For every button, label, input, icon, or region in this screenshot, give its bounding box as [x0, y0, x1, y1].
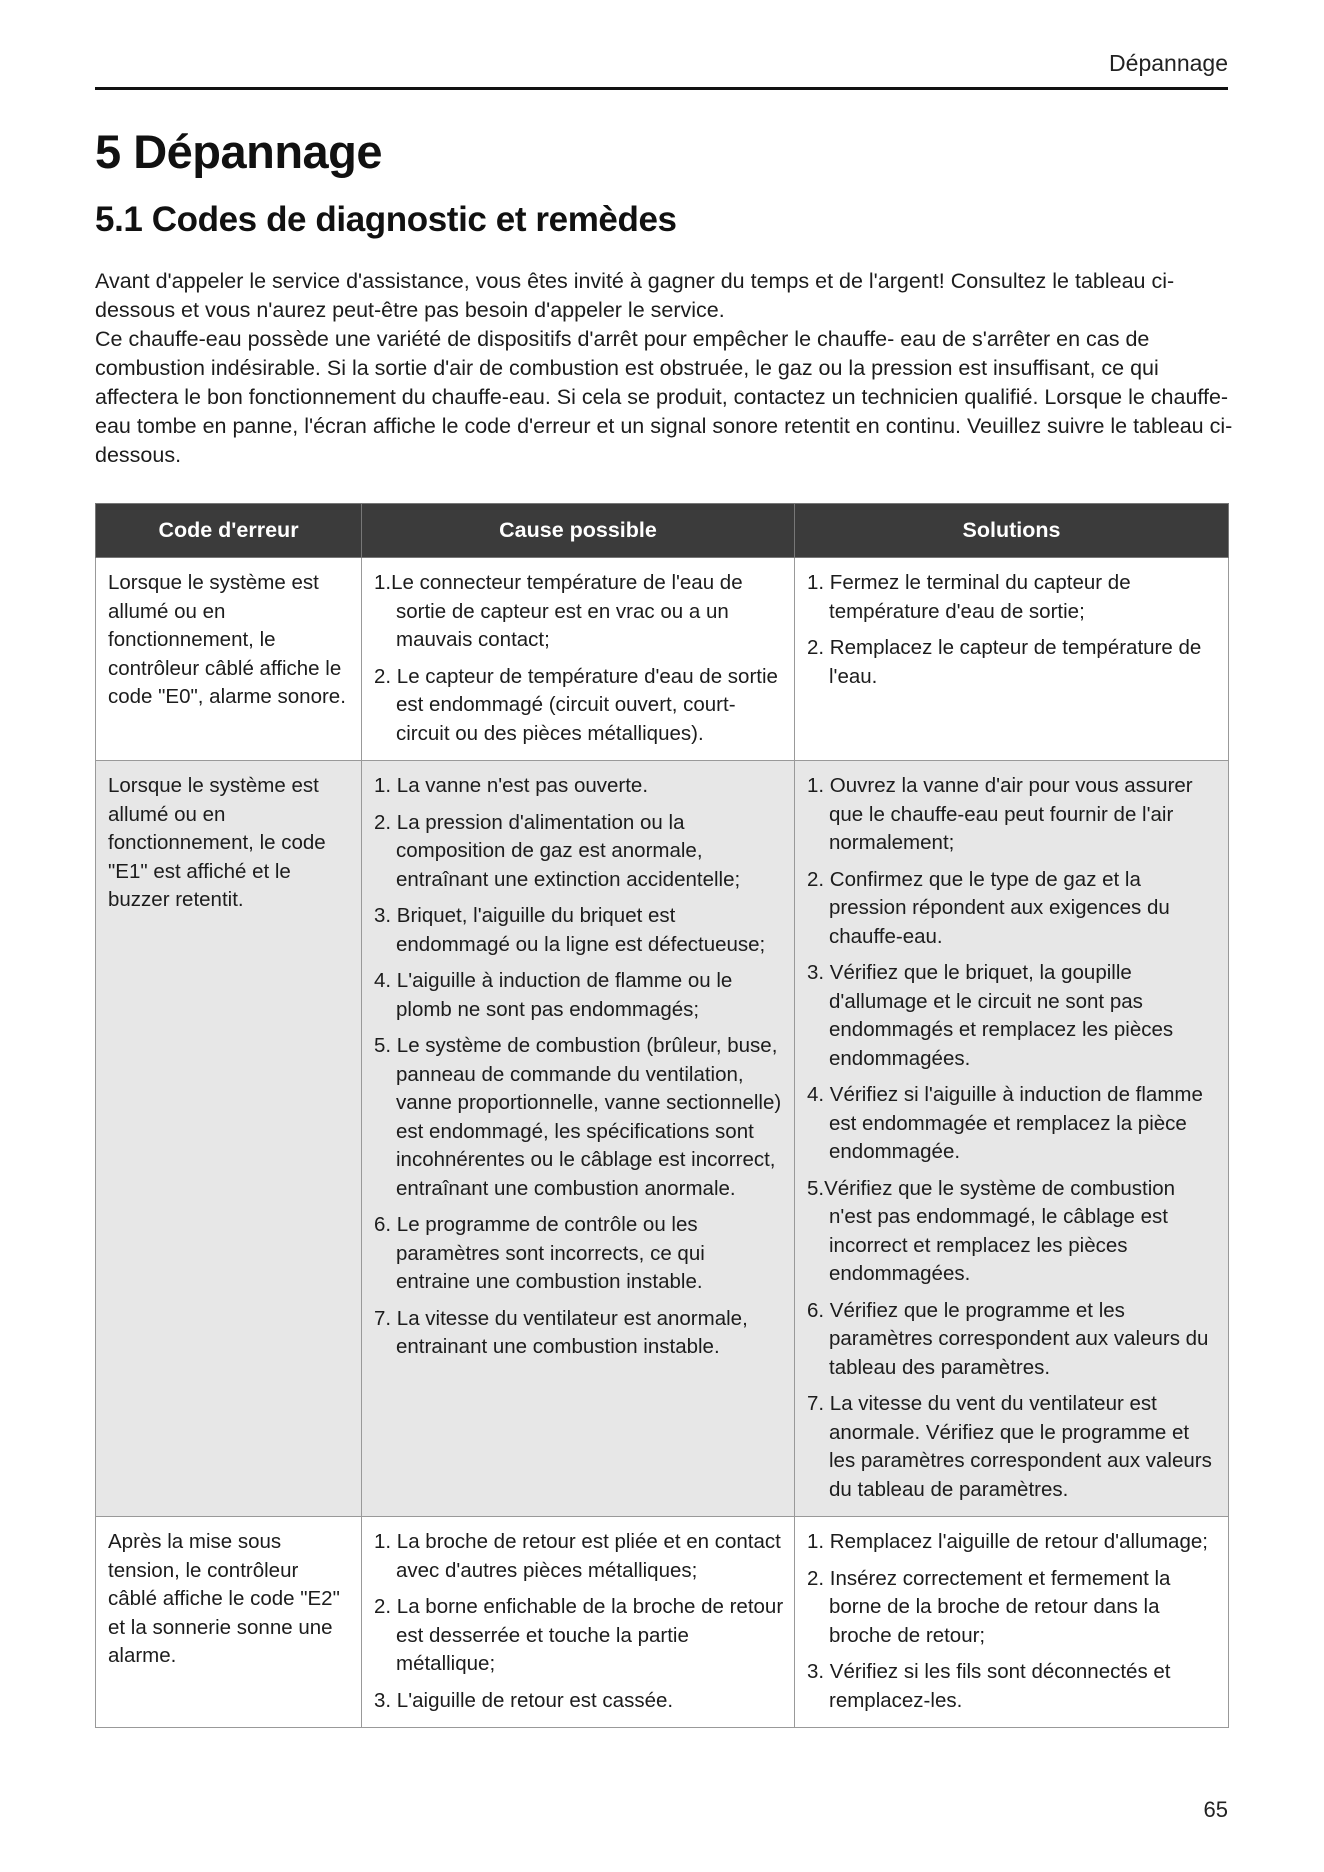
list-item: 7. La vitesse du vent du ventilateur est anormale. Vérifiez que le programme et les paramètres correspondent aux valeurs du tableau de paramètres.: [807, 1392, 1212, 1501]
list-item: 2. La borne enfichable de la broche de retour est desserrée et touche la partie métallique;: [374, 1595, 784, 1675]
page-number: 65: [1203, 1797, 1228, 1822]
header-possible-cause: Cause possible: [362, 504, 795, 558]
error-code-cell: Lorsque le système est allumé ou en fonctionnement, le code "E1" est affiché et le buzzer retentit.: [96, 761, 362, 1517]
list-item: 3. Briquet, l'aiguille du briquet est endommagé ou la ligne est défectueuse;: [374, 904, 766, 956]
cause-list: [374, 772, 784, 1362]
list-item: 3. L'aiguille de retour est cassée.: [374, 1688, 674, 1712]
diagnostic-table-container: [95, 503, 1228, 1728]
list-item: 1. Fermez le terminal du capteur de température d'eau de sortie;: [807, 571, 1131, 623]
error-code-cell: Lorsque le système est allumé ou en fonctionnement, le contrôleur câblé affiche le code "E0", alarme sonore.: [96, 558, 362, 761]
table-row: [96, 1517, 1229, 1728]
intro-paragraph: Ce chauffe-eau possède une variété de dispositifs d'arrêt pour empêcher le chauffe- eau de s'arrêter en cas de combustion indésirable. Si la sortie d'air de combustion est obstruée, le gaz ou la pression est insuffisant, ce qui affectera le bon fonctionnement du chauffe-eau. Si cela se produit, contactez un technicien qualifié. Lorsque le chauffe-eau tombe en panne, l'écran affiche le code d'erreur et un signal sonore retentit en continu. Veuillez suivre le tableau ci-dessous.: [95, 327, 1233, 467]
list-item: 2. Insérez correctement et fermement la borne de la broche de retour dans la broche de retour;: [807, 1566, 1171, 1647]
list-item: 2. Confirmez que le type de gaz et la pression répondent aux exigences du chauffe-eau.: [807, 867, 1170, 948]
list-item: 6. Le programme de contrôle ou les paramètres sont incorrects, ce qui entraine une combustion instable.: [374, 1213, 705, 1293]
list-item: 4. Vérifiez si l'aiguille à induction de flamme est endommagée et remplacez la pièce endommagée.: [807, 1083, 1203, 1163]
list-item: 1. Remplacez l'aiguille de retour d'allumage;: [807, 1530, 1208, 1553]
solution-list: [807, 569, 1218, 691]
cause-cell: [362, 761, 795, 1517]
list-item: 3. Vérifiez si les fils sont déconnectés et remplacez-les.: [807, 1660, 1171, 1712]
intro-paragraph: Avant d'appeler le service d'assistance, vous êtes invité à gagner du temps et de l'argent! Consultez le tableau ci-dessous et vous n'aurez peut-être pas besoin d'appeler le service.: [95, 269, 1175, 322]
list-item: 2. La pression d'alimentation ou la composition de gaz est anormale, entraînant une extinction accidentelle;: [374, 810, 741, 891]
list-item: 5.Vérifiez que le système de combustion n'est pas endommagé, le câblage est incorrect et remplacez les pièces endommagées.: [807, 1176, 1176, 1285]
list-item: 1. La vanne n'est pas ouverte.: [374, 774, 649, 797]
list-item: 7. La vitesse du ventilateur est anormale, entrainant une combustion instable.: [374, 1306, 748, 1358]
running-header: Dépannage: [1109, 50, 1228, 76]
list-item: 1. La broche de retour est pliée et en contact avec d'autres pièces métalliques;: [374, 1530, 781, 1582]
cause-cell: [362, 558, 795, 761]
table-row: [96, 558, 1229, 761]
list-item: 6. Vérifiez que le programme et les paramètres correspondent aux valeurs du tableau des paramètres.: [807, 1298, 1209, 1379]
list-item: 5. Le système de combustion (brûleur, buse, panneau de commande du ventilation, vanne proportionnelle, vanne sectionnelle) est endommagé, les spécifications sont incohnérentes ou le câblage est incorrect, entraînant une combustion anormale.: [374, 1034, 782, 1200]
section-title: 5.1 Codes de diagnostic et remèdes: [95, 200, 677, 239]
list-item: 2. Remplacez le capteur de température de l'eau.: [807, 636, 1202, 688]
solution-list: [807, 772, 1218, 1504]
list-item: 1.Le connecteur température de l'eau de sortie de capteur est en vrac ou a un mauvais contact;: [374, 571, 743, 651]
list-item: 2. Le capteur de température d'eau de sortie est endommagé (circuit ouvert, court-circuit ou des pièces métalliques).: [374, 664, 778, 745]
intro-text: [95, 267, 1235, 470]
cause-list: [374, 569, 784, 748]
list-item: 3. Vérifiez que le briquet, la goupille d'allumage et le circuit ne sont pas endommagés et remplacez les pièces endommagées.: [807, 961, 1174, 1070]
solution-cell: [795, 761, 1229, 1517]
header-rule: [95, 87, 1228, 90]
cause-cell: [362, 1517, 795, 1728]
cause-list: [374, 1528, 784, 1715]
list-item: 1. Ouvrez la vanne d'air pour vous assurer que le chauffe-eau peut fournir de l'air normalement;: [807, 774, 1193, 854]
table-row: [96, 761, 1229, 1517]
error-code-cell: Après la mise sous tension, le contrôleur câblé affiche le code "E2" et la sonnerie sonne une alarme.: [96, 1517, 362, 1728]
header-error-code: Code d'erreur: [96, 504, 362, 558]
solution-cell: [795, 1517, 1229, 1728]
diagnostic-table: [95, 503, 1229, 1728]
solution-cell: [795, 558, 1229, 761]
table-header-row: [96, 504, 1229, 558]
chapter-title: 5 Dépannage: [95, 125, 383, 178]
solution-list: [807, 1528, 1218, 1715]
list-item: 4. L'aiguille à induction de flamme ou le plomb ne sont pas endommagés;: [374, 969, 733, 1021]
header-solutions: Solutions: [795, 504, 1229, 558]
